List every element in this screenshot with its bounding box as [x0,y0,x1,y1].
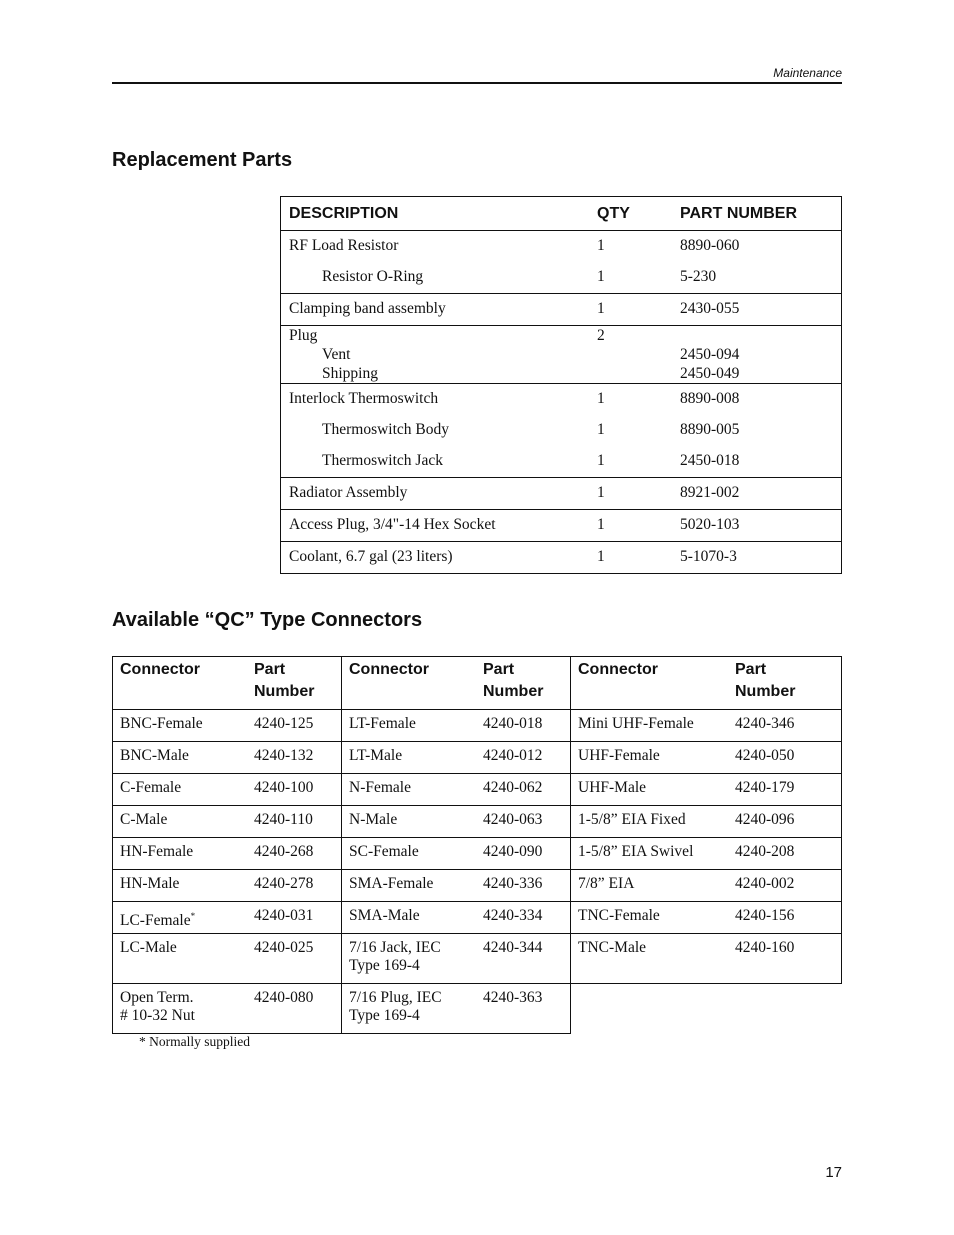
connector-row [113,838,842,870]
connector-part-number: 4240-268 [247,838,342,870]
connector-name-line: Type 169-4 [349,957,420,974]
connector-part-number: 4240-156 [728,902,842,934]
connector-part-number: 4240-080 [247,984,342,1034]
part-description-cell [281,542,590,574]
connector-part-number: 4240-090 [476,838,571,870]
part-description: Thermoswitch Body [322,421,449,438]
parts-group [281,294,842,326]
connector-name-line: 1-5/8” EIA Swivel [578,843,694,860]
connector-part-number: 4240-110 [247,806,342,838]
part-description: Radiator Assembly [289,484,408,501]
col-description-header: DESCRIPTION [281,197,590,231]
col-part-number-header: Part Number [728,657,842,710]
connector-name-line: SMA-Male [349,907,420,924]
col-part-number-header: Part Number [247,657,342,710]
connector-part-number: 4240-132 [247,742,342,774]
part-qty: 1 [597,484,605,501]
col-connector-header: Connector [571,657,729,710]
connector-name [342,806,477,838]
part-number-cell [672,294,842,326]
connector-part-number: 4240-031 [247,902,342,934]
part-qty-cell [589,326,672,384]
part-number: 5-1070-3 [680,548,737,565]
connectors-table [112,656,842,1034]
connector-name-line: SC-Female [349,843,419,860]
connector-name-line: BNC-Male [120,747,189,764]
part-number-cell [672,510,842,542]
parts-group [281,384,842,478]
connector-name [571,710,729,742]
connector-name [113,710,248,742]
col-connector-header: Connector [342,657,477,710]
connector-part-number: 4240-160 [728,934,842,984]
connector-name-line: N-Female [349,779,411,796]
connector-name [571,838,729,870]
connectors-title: Available “QC” Type Connectors [112,609,423,631]
connector-part-number: 4240-012 [476,742,571,774]
part-qty-cell [589,510,672,542]
part-number-cell [672,326,842,384]
connector-part-number: 4240-002 [728,870,842,902]
connector-part-number: 4240-363 [476,984,571,1034]
part-number: 8890-005 [680,421,740,438]
parts-group [281,231,842,294]
connector-name-line: LT-Female [349,715,416,732]
connector-name [113,838,248,870]
connector-row [113,774,842,806]
empty-cell [571,984,842,1034]
parts-group [281,510,842,542]
connector-name-line: UHF-Female [578,747,660,764]
connector-name [571,902,729,934]
connector-name-line: LC-Female [120,912,191,930]
part-number [680,326,833,345]
connector-part-number: 4240-050 [728,742,842,774]
connector-part-number: 4240-063 [476,806,571,838]
connector-part-number: 4240-062 [476,774,571,806]
connector-part-number: 4240-179 [728,774,842,806]
part-description: Clamping band assembly [289,300,446,317]
connector-name-line: Mini UHF-Female [578,715,694,732]
connector-name [342,902,477,934]
part-qty: 1 [597,452,605,469]
part-qty: 1 [597,421,605,438]
part-qty [597,364,664,383]
connector-name-line: LC-Male [120,939,177,956]
connector-name [113,742,248,774]
part-description: Coolant, 6.7 gal (23 liters) [289,548,453,565]
connector-name [342,934,477,984]
part-number-cell [672,478,842,510]
part-number: 2450-018 [680,452,740,469]
connector-name [113,902,248,934]
connector-name-line: HN-Male [120,875,180,892]
connector-name-line: TNC-Male [578,939,647,956]
connector-name [113,984,248,1034]
part-description-cell [281,231,590,294]
part-qty-cell [589,478,672,510]
parts-group [281,326,842,384]
connector-part-number: 4240-278 [247,870,342,902]
connector-part-number: 4240-018 [476,710,571,742]
part-number: 2450-049 [680,365,740,382]
part-qty: 1 [597,548,605,565]
part-number-cell [672,231,842,294]
part-number: 8921-002 [680,484,740,501]
connector-row [113,806,842,838]
connector-name [113,934,248,984]
connector-name [342,710,477,742]
connector-name-line: # 10-32 Nut [120,1007,195,1024]
connector-name-line: TNC-Female [578,907,660,924]
part-description-cell [281,384,590,478]
connector-name [571,806,729,838]
part-qty: 2 [597,327,605,344]
connector-row [113,710,842,742]
connector-row [113,984,842,1034]
replacement-parts-table [280,196,842,574]
col-part-number-header: Part Number [476,657,571,710]
connector-name [571,774,729,806]
part-number-cell [672,542,842,574]
connector-name [571,934,729,984]
part-description: Plug [289,327,318,344]
part-number: 2450-094 [680,346,740,363]
connector-part-number: 4240-096 [728,806,842,838]
connector-name-line: 7/8” EIA [578,875,635,892]
part-description: Interlock Thermoswitch [289,390,439,407]
part-description: Thermoswitch Jack [322,452,443,469]
part-description: Vent [322,346,351,363]
connector-name-line: Open Term. [120,989,194,1006]
connector-row [113,934,842,984]
col-connector-header: Connector [113,657,248,710]
header-rule [112,82,842,84]
replacement-parts-title: Replacement Parts [112,149,293,171]
connector-name-line: Type 169-4 [349,1007,420,1024]
connector-name-line: 7/16 Plug, IEC [349,989,442,1006]
connector-part-number: 4240-344 [476,934,571,984]
part-qty-cell [589,542,672,574]
part-qty-cell [589,231,672,294]
part-description-cell [281,478,590,510]
connector-name [342,742,477,774]
connector-part-number: 4240-208 [728,838,842,870]
connector-name [113,806,248,838]
connector-name-line: C-Male [120,811,168,828]
part-qty-cell [589,294,672,326]
connector-name-line: N-Male [349,811,398,828]
connector-name [342,870,477,902]
part-qty: 1 [597,268,605,285]
part-description-cell [281,326,590,384]
parts-group [281,478,842,510]
connector-part-number: 4240-125 [247,710,342,742]
connector-name [571,870,729,902]
connector-name-line: LT-Male [349,747,403,764]
connector-row [113,742,842,774]
col-qty-header: QTY [589,197,672,231]
part-qty: 1 [597,300,605,317]
connector-name-line: C-Female [120,779,182,796]
part-description: Resistor O-Ring [322,268,424,285]
connector-name [113,774,248,806]
running-header: Maintenance [773,66,842,80]
part-number: 8890-060 [680,237,740,254]
part-qty [597,345,664,364]
connector-part-number: 4240-334 [476,902,571,934]
part-number: 8890-008 [680,390,740,407]
connector-name-line: SMA-Female [349,875,434,892]
connector-name-line: 7/16 Jack, IEC [349,939,441,956]
part-number: 5020-103 [680,516,740,533]
connector-part-number: 4240-346 [728,710,842,742]
part-qty: 1 [597,237,605,254]
connector-name-line: UHF-Male [578,779,647,796]
connector-name [342,774,477,806]
part-qty-cell [589,384,672,478]
connector-part-number: 4240-025 [247,934,342,984]
connector-name [342,838,477,870]
part-number: 5-230 [680,268,717,285]
col-part-number-header: PART NUMBER [672,197,842,231]
part-description-cell [281,510,590,542]
part-description-cell [281,294,590,326]
connector-name [342,984,477,1034]
connector-part-number: 4240-336 [476,870,571,902]
connector-part-number: 4240-100 [247,774,342,806]
part-description: Access Plug, 3/4"-14 Hex Socket [289,516,496,533]
part-number-cell [672,384,842,478]
connector-row [113,902,842,934]
connector-name-line: HN-Female [120,843,194,860]
page-number: 17 [825,1164,842,1181]
part-qty: 1 [597,390,605,407]
part-qty: 1 [597,516,605,533]
connector-name [571,742,729,774]
part-description: Shipping [322,365,378,382]
parts-group [281,542,842,574]
part-description: RF Load Resistor [289,237,399,254]
footnote-marker: * [190,911,196,921]
connector-row [113,870,842,902]
part-number: 2430-055 [680,300,740,317]
footnote: * Normally supplied [139,1034,250,1049]
connector-name-line: 1-5/8” EIA Fixed [578,811,686,828]
connector-name-line: BNC-Female [120,715,203,732]
connector-name [113,870,248,902]
